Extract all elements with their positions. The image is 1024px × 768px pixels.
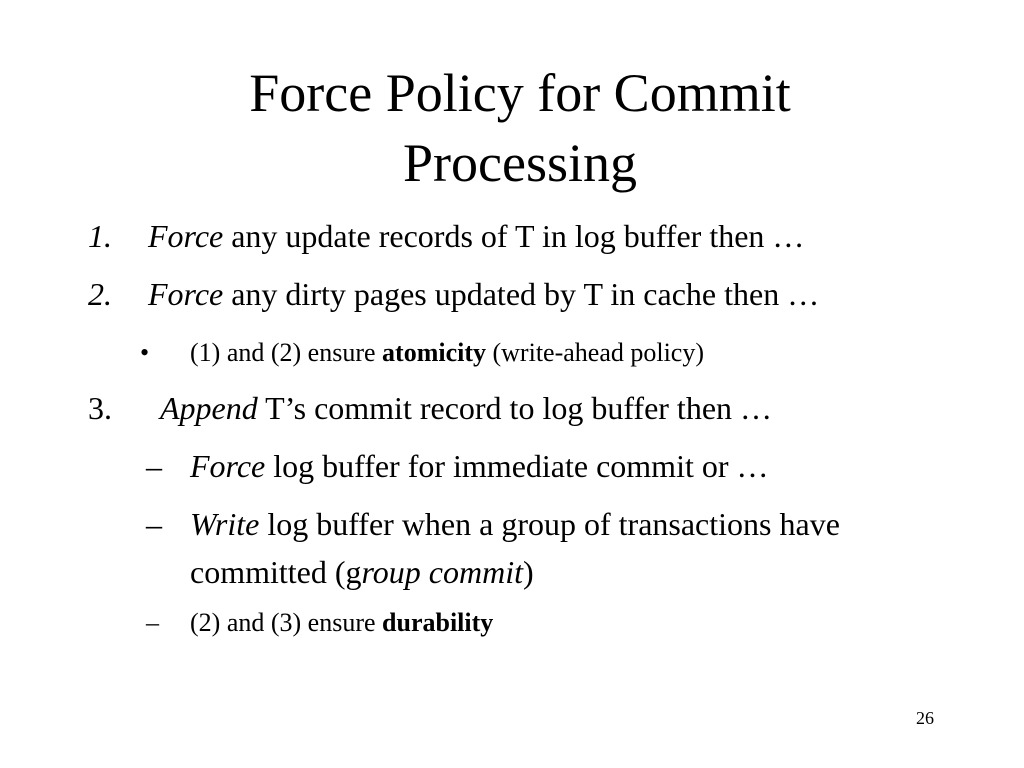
list-item-text: Force any dirty pages updated by T in cache then …: [148, 276, 820, 312]
emphasis-phrase: roup commit: [361, 554, 523, 590]
emphasis-word: Force: [190, 448, 266, 484]
emphasis-word: Write: [190, 506, 260, 542]
list-number: 2.: [88, 276, 112, 312]
dash-item-text-line2: committed (group commit): [190, 554, 534, 590]
list-item-text: Force any update records of T in log buffer then …: [148, 218, 805, 254]
dash-marker: –: [146, 506, 162, 542]
emphasis-word: Force: [148, 276, 224, 312]
emphasis-word: Force: [148, 218, 224, 254]
dash-item-text: Write log buffer when a group of transactions have: [190, 506, 840, 542]
title-line-2: Processing: [403, 133, 637, 193]
page-number: 26: [916, 708, 934, 728]
dash-item-text: (2) and (3) ensure durability: [190, 608, 494, 637]
list-item-text: Append T’s commit record to log buffer then …: [160, 390, 773, 426]
strong-word: atomicity: [382, 338, 486, 367]
dash-marker: –: [146, 608, 159, 637]
strong-word: durability: [382, 608, 494, 637]
list-number: 3.: [88, 390, 112, 426]
title-line-1: Force Policy for Commit: [249, 63, 791, 123]
bullet-icon: •: [140, 338, 150, 367]
sub-bullet-text: (1) and (2) ensure atomicity (write-ahead policy): [190, 338, 705, 367]
emphasis-word: Append: [160, 390, 258, 426]
list-number: 1.: [88, 218, 112, 254]
dash-item-text: Force log buffer for immediate commit or …: [190, 448, 769, 484]
slide-title: [0, 58, 1024, 198]
dash-marker: –: [146, 448, 162, 484]
